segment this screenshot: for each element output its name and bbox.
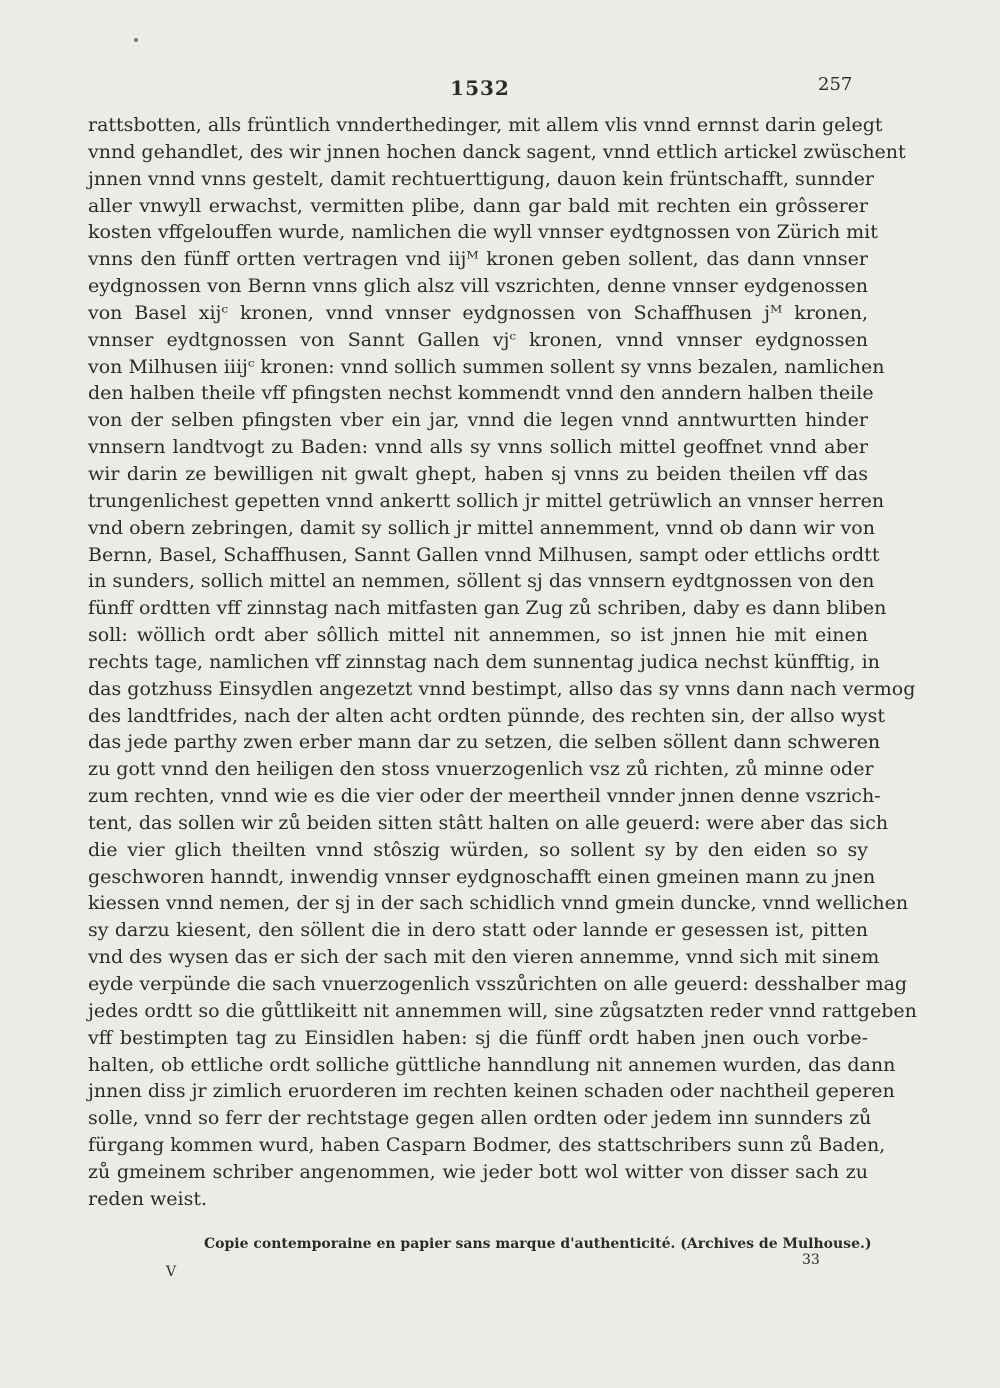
- text-line: wir darin ze bewilligen nit gwalt ghept, haben sj vnns zu beiden theilen vff das: [88, 462, 868, 485]
- text-line: vnnd gehandlet, des wir jnnen hochen danck sagent, vnnd ettlich artickel zwüschent: [88, 140, 906, 163]
- text-line: die vier glich theilten vnnd stôszig würden, so sollent sy by den eiden so sy: [88, 838, 868, 861]
- text-line: zum rechten, vnnd wie es die vier oder der meertheil vnnder jnnen denne vszrich-: [88, 785, 881, 808]
- text-line: rechts tage, namlichen vff zinnstag nach dem sunnentag judica nechst künfftig, in: [88, 650, 880, 673]
- text-line: aller vnwyll erwachst, vermitten plibe, dann gar bald mit rechten ein grôsserer: [88, 194, 868, 217]
- text-line: vnnsern landtvogt zu Baden: vnnd alls sy vnns sollich mittel geoffnet vnnd aber: [88, 436, 868, 459]
- text-line: vnd des wysen das er sich der sach mit den vieren annemme, vnnd sich mit sinem: [88, 946, 880, 969]
- text-line: in sunders, sollich mittel an nemmen, söllent sj das vnnsern eydtgnossen von den: [88, 570, 875, 593]
- text-line: zů gmeinem schriber angenommen, wie jeder bott wol witter von disser sach zu: [88, 1160, 868, 1183]
- text-line: fürgang kommen wurd, haben Casparn Bodmer, des stattschribers sunn zů Baden,: [88, 1134, 886, 1157]
- page-number: 257: [818, 74, 853, 95]
- text-line: jedes ordtt so die gůttlikeitt nit annemmen will, sine zůgsatzten reder vnnd rattgeben: [88, 999, 917, 1022]
- text-line: von der selben pfingsten vber ein jar, vnnd die legen vnnd anntwurtten hinder: [88, 409, 868, 432]
- text-line: vnd obern zebringen, damit sy sollich jr mittel annemment, vnnd ob dann wir von: [88, 516, 875, 539]
- text-line: soll: wöllich ordt aber sôllich mittel nit annemmen, so ist jnnen hie mit einen: [88, 624, 868, 647]
- text-line: eyde verpünde die sach vnuerzogenlich vsszůrichten on alle geuerd: desshalber mag: [88, 973, 908, 995]
- text-line: vnns den fünff ortten vertragen vnd iijᴹ kronen geben sollent, das dann vnnser: [88, 248, 868, 271]
- text-line: zu gott vnnd den heiligen den stoss vnuerzogenlich vsz zů richten, zů minne oder: [88, 758, 874, 781]
- text-line: kosten vffgelouffen wurde, namlichen die wyll vnnser eydtgnossen von Zürich mit: [88, 221, 878, 244]
- text-line: das gotzhuss Einsydlen angezetzt vnnd bestimpt, allso das sy vnns dann nach vermog: [88, 677, 916, 700]
- text-line: vnnser eydtgnossen von Sannt Gallen vjᶜ kronen, vnnd vnnser eydgnossen: [88, 328, 868, 351]
- text-line: des landtfrides, nach der alten acht ordten pünnde, des rechten sin, der allso wyst: [88, 704, 886, 727]
- text-line: solle, vnnd so ferr der rechtstage gegen allen ordten oder jedem inn sunnders zů: [88, 1107, 872, 1130]
- sheet-number: 33: [802, 1252, 820, 1268]
- text-line: eydgnossen von Bernn vnns glich alsz vill vszrichten, denne vnnser eydgenossen: [88, 275, 868, 298]
- page-year-heading: 1532: [450, 76, 510, 100]
- text-line: geschworen hanndt, inwendig vnnser eydgnoschafft einen gmeinen mann zu jnen: [88, 865, 876, 888]
- text-line: jnnen diss jr zimlich eruorderen im rechten keinen schaden oder nachtheil geperen: [88, 1080, 895, 1103]
- text-line: sy darzu kiesent, den söllent die in dero statt oder lannde er gesessen ist, pitten: [88, 919, 868, 942]
- text-line: Bernn, Basel, Schaffhusen, Sannt Gallen vnnd Milhusen, sampt oder ettlichs ordtt: [88, 543, 880, 566]
- text-line: halten, ob ettliche ordt solliche güttliche hanndlung nit annemen wurden, das dann: [88, 1053, 896, 1076]
- text-line: jnnen vnnd vnns gestelt, damit rechtuerttigung, dauon kein früntschafft, sunnder: [88, 167, 874, 190]
- text-line: das jede parthy zwen erber mann dar zu setzen, die selben söllent dann schweren: [88, 731, 881, 754]
- text-line: kiessen vnnd nemen, der sj in der sach schidlich vnnd gmein duncke, vnnd wellichen: [88, 892, 909, 915]
- text-line: rattsbotten, alls früntlich vnnderthedinger, mit allem vlis vnnd ernnst darin gelegt: [88, 114, 883, 136]
- text-line: von Milhusen iiijᶜ kronen: vnnd sollich summen sollent sy vnns bezalen, namlichen: [88, 355, 885, 378]
- source-note: Copie contemporaine en papier sans marque d'authenticité. (Archives de Mulhouse.): [204, 1236, 872, 1252]
- paper-speck: [134, 38, 138, 42]
- text-line: trungenlichest gepetten vnnd ankertt sollich jr mittel getrüwlich an vnnser herren: [88, 489, 885, 512]
- text-line: fünff ordtten vff zinnstag nach mitfasten gan Zug zů schriben, daby es dann bliben: [88, 597, 887, 620]
- text-line: reden weist.: [88, 1187, 208, 1210]
- text-line: von Basel xijᶜ kronen, vnnd vnnser eydgnossen von Schaffhusen jᴹ kronen,: [88, 301, 868, 324]
- text-line: den halben theile vff pfingsten nechst kommendt vnnd den anndern halben theile: [88, 382, 874, 405]
- text-line: vff bestimpten tag zu Einsidlen haben: sj die fünff ordt haben jnen ouch vorbe-: [88, 1026, 868, 1049]
- signature-mark: V: [166, 1264, 177, 1280]
- text-line: tent, das sollen wir zů beiden sitten stâtt halten on alle geuerd: were aber das sich: [88, 811, 889, 834]
- body-text: [88, 112, 917, 1213]
